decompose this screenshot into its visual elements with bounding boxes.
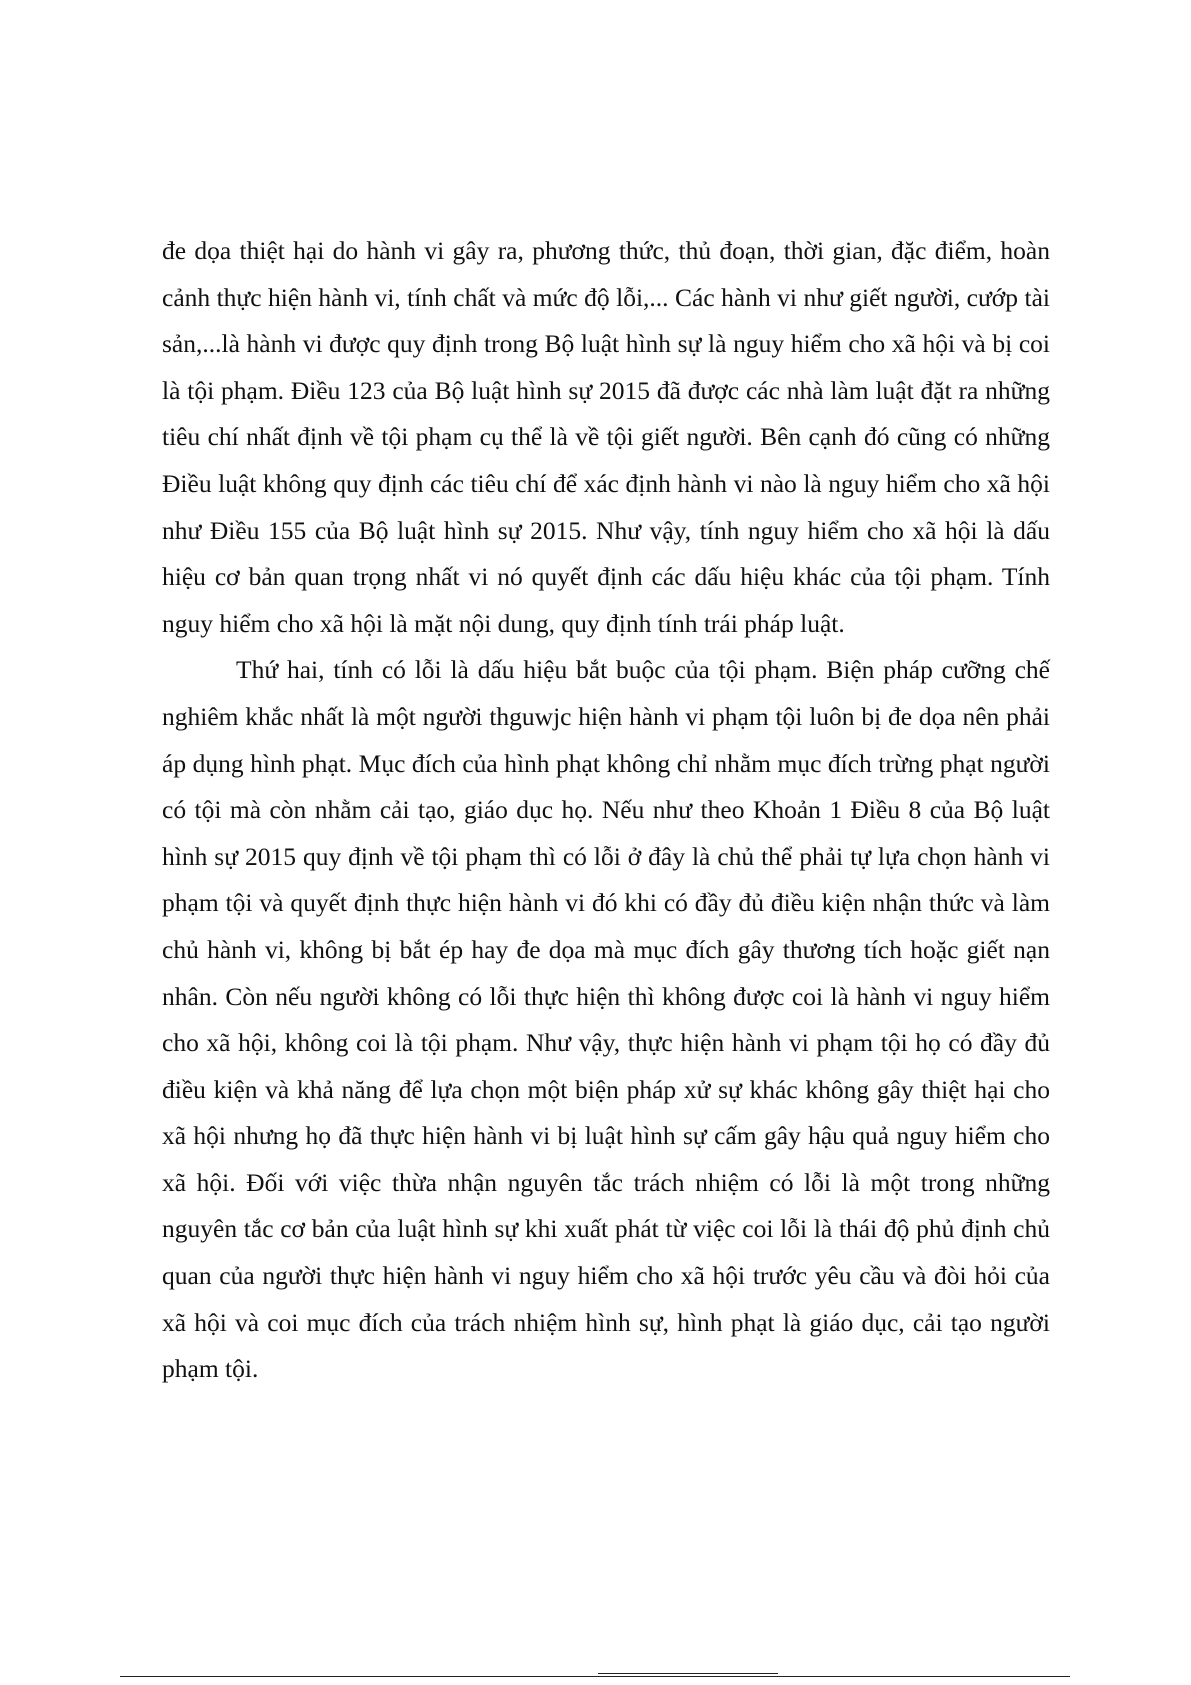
paragraph-2: Thứ hai, tính có lỗi là dấu hiệu bắt buộc của tội phạm. Biện pháp cưỡng chế nghiêm khắc nhất là một người thguwjc hiện hành vi phạm tội luôn bị đe dọa nên phải áp dụng hình phạt. Mục đích của hình phạt không chỉ nhằm mục đích trừng phạt người có tội mà còn nhằm cải tạo, giáo dục họ. Nếu như theo Khoản 1 Điều 8 của Bộ luật hình sự 2015 quy định về tội phạm thì có lỗi ở đây là chủ thể phải tự lựa chọn hành vi phạm tội và quyết định thực hiện hành vi đó khi có đầy đủ điều kiện nhận thức và làm chủ hành vi, không bị bắt ép hay đe dọa mà mục đích gây thương tích hoặc giết nạn nhân. Còn nếu người không có lỗi thực hiện thì không được coi là hành vi nguy hiểm cho xã hội, không coi là tội phạm. Như vậy, thực hiện hành vi phạm tội họ có đầy đủ điều kiện và khả năng để lựa chọn một biện pháp xử sự khác không gây thiệt hại cho xã hội nhưng họ đã thực hiện hành vi bị luật hình sự cấm gây hậu quả nguy hiểm cho xã hội. Đối với việc thừa nhận nguyên tắc trách nhiệm có lỗi là một trong những nguyên tắc cơ bản của luật hình sự khi xuất phát từ việc coi lỗi là thái độ phủ định chủ quan của người thực hiện hành vi nguy hiểm cho xã hội trước yêu cầu và đòi hỏi của xã hội và coi mục đích của trách nhiệm hình sự, hình phạt là giáo dục, cải tạo người phạm tội.	[162, 655, 1050, 1384]
paragraph-1: đe dọa thiệt hại do hành vi gây ra, phương thức, thủ đoạn, thời gian, đặc điểm, hoàn cảnh thực hiện hành vi, tính chất và mức độ lỗi,... Các hành vi như giết người, cướp tài sản,...là hành vi được quy định trong Bộ luật hình sự là nguy hiểm cho xã hội và bị coi là tội phạm. Điều 123 của Bộ luật hình sự 2015 đã được các nhà làm luật đặt ra những tiêu chí nhất định về tội phạm cụ thể là về tội giết người. Bên cạnh đó cũng có những Điều luật không quy định các tiêu chí để xác định hành vi nào là nguy hiểm cho xã hội như Điều 155 của Bộ luật hình sự 2015. Như vậy, tính nguy hiểm cho xã hội là dấu hiệu cơ bản quan trọng nhất vi nó quyết định các dấu hiệu khác của tội phạm. Tính nguy hiểm cho xã hội là mặt nội dung, quy định tính trái pháp luật.	[162, 236, 1050, 638]
document-body	[162, 228, 1050, 1393]
footer-divider-mark	[598, 1673, 778, 1674]
footer-divider	[120, 1676, 1070, 1677]
